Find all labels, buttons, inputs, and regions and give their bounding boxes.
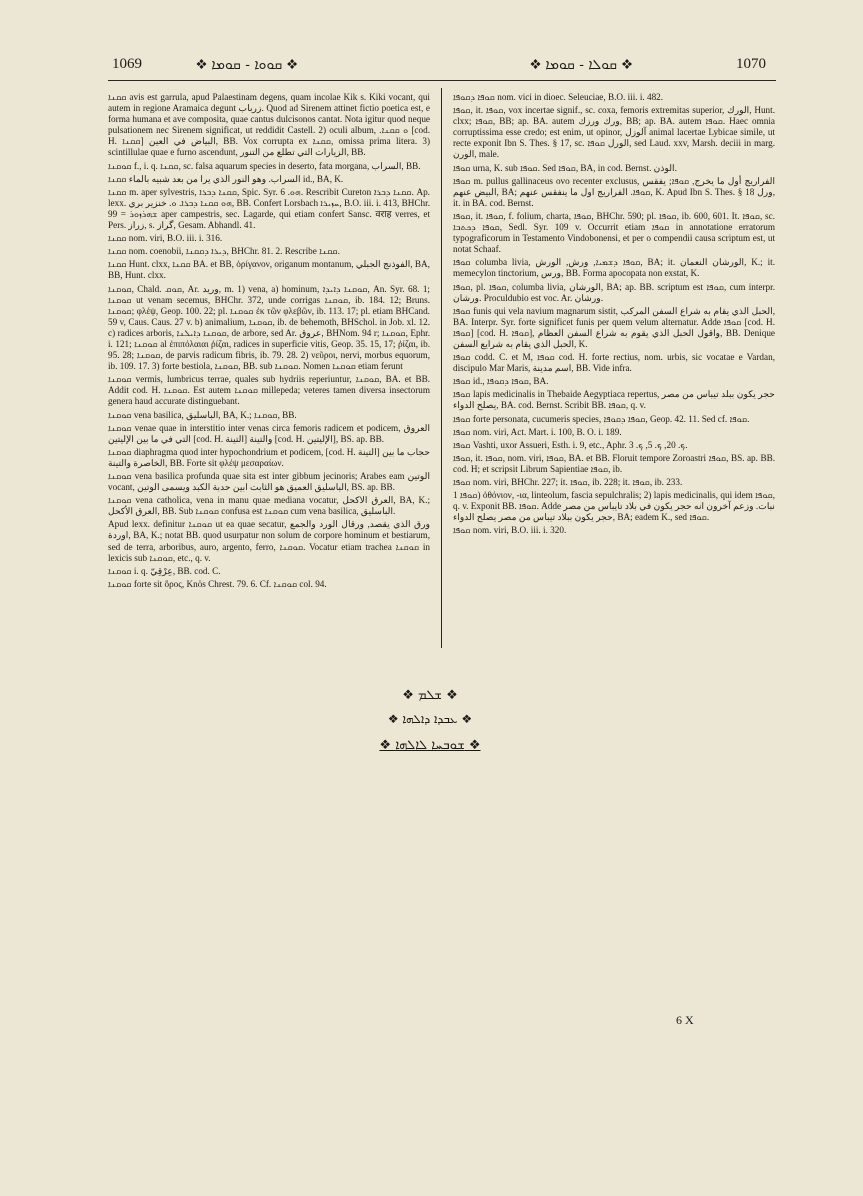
dictionary-entry: ܩܩܢܐ nom. viri, B.O. iii. i. 316.	[108, 233, 223, 244]
left-running-title: ❖ ܩܘܘܐ - ܩܘܡܐ ❖	[196, 57, 298, 73]
left-column	[108, 92, 430, 1032]
dictionary-entry: ܩܩܢܐ avis est garrula, apud Palaestinam degens, quam incolae Kik s. Kiki vocant, qui autem in regione Aramaica degunt زرباب. Quod ad Sirenem attinet fictio poetica est, e forma humana et ave composita, quae cantus dulcisonos cantat. Nota igitur quod neque pulsationem nec Sirenem significat, ut reddidit Castell. 2) oculi album, .ܘ ܩܩܢܐ [cod. H. ܩܩܢܐ] البياض في العين, BB. Vox corrupta ex ܩܩܢܐ, omissa prima litera. 3) scintillulae quae e furno ascendunt, الزيارات التي تطلع من التنور, BB.	[108, 92, 430, 158]
dictionary-entry: ܩܘܦܐ, pl. ܩܘܦܐ, columba livia, الورشان, BA; ap. BB. scriptum est ܩܘܦܐ, cum interpr. ورشان. Proculdubio est voc. Ar. ورشان.	[453, 281, 775, 303]
dictionary-entry: ܩܘܦܐ nom. viri, Act. Mart. i. 100, B. O. i. 189.	[453, 426, 622, 437]
dictionary-entry: ܩܘܦܐ id., ܩܘܦܐ ܕܩܘܦܐ, BA.	[453, 376, 549, 387]
dictionary-entry: ܩܘܦܐ forte personata, cucumeris species, ܩܘܦܐ ܕܩܘܦܐ, Geop. 42. 11. Sed cf. ܩܘܦܐ.	[453, 413, 750, 424]
dictionary-entry: ܩܘܦܐ nom. viri, BHChr. 227; it. ܩܘܦܐ, ib. 228; it. ܩܘܦܐ, ib. 233.	[453, 477, 683, 487]
dictionary-entry: ܩܘܩܢܐ vermis, lumbricus terrae, quales sub hydriis reperiuntur, ܩܘܩܢܐ, BA. et BB. Addit cod. H. ܩܘܩܢܐ. Est autem ܩܘܩܢܐ millepeda; veteres tamen diversa insectorum genera haud accurate distinguebant.	[108, 374, 430, 407]
dictionary-entry: ܩܘܦܐ Vashti, uxor Assueri, Esth. i. 9, etc., Aphr. ܟ. 20, ܟ. 5, ܟ. 3.	[453, 439, 688, 450]
dictionary-entry: ܩܘܦܐ m. pullus gallinaceus ovo recenter exclusus, الفراريج أول ما يخرج, ܩܘܦܐ; يفقس البيض عنهم, BA; ܩܘܦܐ. الفراريج اول ما ينفقس عنهم, K. Apud Ibn S. Thes. § 18 ورل, it. in BA. cod. Bernst.	[453, 175, 775, 208]
right-page-header	[430, 56, 863, 78]
dictionary-entry: ܩܘܩܢܐ vena basilica profunda quae sita est inter gibbum jecinoris; Arabes eam الوتين vocant, الباسليق العميق هو الثابت ابين حدبة الكبد ويسمى الوتين, BS. ap. BB.	[108, 471, 430, 493]
dictionary-entry: السراب. وهو النور الذي يرا من بعد شبيه بالماء ܩܩܢܐ id., BA, K.	[108, 173, 344, 184]
dictionary-entry: ܩܘܩܢܐ forte sit ὅρος, Knös Chrest. 79. 6. Cf. ܩܘܩܢܐ col. 94.	[108, 578, 327, 589]
right-column	[453, 92, 775, 657]
left-page-number: 1069	[112, 56, 142, 72]
right-page-number: 1070	[736, 56, 766, 72]
dictionary-entry: ܩܩܢܐ Hunt. clxx, ܩܩܢܐ BA. et BB, ὀρίγανον, origanum montanum, الفوذنج الجبلي, BA, BB, Hunt. clxx.	[108, 259, 430, 281]
dictionary-entry: ܩܘܦܐ 1) ὀθόνιον, -ια, linteolum, fascia sepulchralis; 2) lapis medicinalis, qui idem ܩܘܦܐ, q. v. Exponit BB. ܩܘܦܐ. Adde نبات. وزعم آخرون انه حجر يكون في بلاد تايباس من مصر حجر يكون ببلاد تيباس من مصر يصلح الدواء, BA; eadem K., sed ܩܘܦܐ.	[453, 490, 775, 523]
dictionary-entry: ܩܩܢܐ nom. coenobii, ܕܝܪܐ ܕܩܩܢܐ, BHChr. 81. 2. Rescribe ܩܩܢܐ.	[108, 246, 340, 257]
dictionary-entry: ܩܘܦܐ lapis medicinalis in Thebaide Aegyptiaca repertus, حجر يكون ببلد تيباس من مصر يصلح الدواء, BA. cod. Bernst. Scribit BB. ܩܘܦܐ, q. v.	[453, 389, 775, 411]
dictionary-entry: ܩܘܦܐ funis qui vela navium magnarum sistit, الحبل الذي يقام به شراع السفن المركب, BA. Interpr. Syr. forte significet funis per quem velum alternatur. Adde ܩܘܦܐ [cod. H. ܩܘܦܐ] [cod. H. ܩܘܦܐ], واقول الحبل الذي يقوم به شراع السفن العظام, BB. Denique الحبل الذي يقام به شرايع السفن, K.	[453, 305, 775, 349]
dictionary-entry: ܩܘܦܐ columba livia, ܩܘܦܐ ܕܫܡܝܐ, ورش, الورش, BA; it. الورشان النعمان, K.; it. memecylon tinctorium, ورس, BB. Forma apocopata non exstat, K.	[453, 257, 775, 279]
printer-signature: 6 X	[676, 1013, 694, 1027]
dictionary-entry: ܩܘܩܢܐ f., i. q. ܩܩܢܐ, sc. falsa aquarum species in deserto, fata morgana, السراب, BB.	[108, 160, 421, 171]
dictionary-entry: ܩܘܩܢܐ venae quae in interstitio inter venas circa femoris radicem et podicem, العروق التي في ما بين الإليتين [cod. H. التينة] والتينة [cod. H. الإليتين], BS. ap. BB.	[108, 422, 430, 444]
column-divider	[441, 88, 442, 648]
dictionary-entry: ܩܘܦܐ ܕܩܘܦܐ nom. vici in dioec. Seleuciae, B.O. iii. i. 482.	[453, 92, 664, 102]
dictionary-entry: ܩܘܦܐ nom. viri, B.O. iii. i. 320.	[453, 525, 567, 536]
dictionary-entry: ܩܘܦܐ, it. ܩܘܦܐ, f. folium, charta, ܩܘܦܐ, BHChr. 590; pl. ܩܘܦܐ, ib. 600, 601. It. ܩܘܦܐ, sc. ܩܘܦܐ ܕܟܬܒܐ, Sedl. Syr. 109 v. Occurrit etiam ܩܘܦܐ in annotatione erratorum typograficorum in Testamento Vindobonensi, et per o compendii causa scriptum est, ut notat Schaaf.	[453, 210, 775, 255]
dictionary-entry: ܩܘܦܐ, it. ܩܘܦܐ, nom. viri, ܩܘܦܐ, BA. et BB. Floruit tempore Zoroastri ܩܘܦܐ, BS. ap. BB. cod. H; et scripsit Librum Sapientiae ܩܘܦܐ, ib.	[453, 452, 775, 474]
dictionary-entry: ܩܘܦܐ, it. ܩܘܦܐ, vox incertae signif., sc. coxa, femoris extremitas superior, الورك, Hunt. clxx; ܩܘܦܐ, BB; ap. BA. autem ورك ورزك, BB; ap. BA. autem ܩܘܦܐ. Haec omnia corruptissima esse credo; est enim, ut opinor, آلوزل animal lacertae Lybicae simile, ut recte exponit Ibn S. Thes. § 17, sc. الورل ܩܘܦܐ, sed Laud. xxv, Marsh. deciii in marg. الورن, male.	[453, 105, 775, 160]
right-running-title: ❖ ܩܘܠܐ - ܩܘܡܐ ❖	[530, 57, 633, 73]
dictionary-entry: ܩܘܩܢܐ vena basilica, الباسليق, BA, K.; ܩܘܩܢܐ, BB.	[108, 409, 297, 420]
left-page-header	[0, 56, 430, 78]
dictionary-entry: ܩܘܦܐ urna, K. sub ܩܘܦܐ. Sed ܩܘܦܐ, BA, in cod. Bernst. الوذن.	[453, 162, 677, 173]
dictionary-entry: ܩܩܢܐ m. aper sylvestris, ܩܩܢܐ ܕܒܪܐ, Spic. Syr. ܗܘ. 6. Rescribit Cureton ܩܩܢܐ ܕܒܪܐ. Ap. lexx. ܗܘ ܩܩܢܐ ܕܒܪܐ. ܘ. خنزير بري, BB. Confert Lorsbach ܚܙܝܪܐ, B.O. iii. i. 413, BHChr. 99 = ܫܗܪܙܘܪ aper campestris, sec. Lagarde, qui etiam confert Sansc. वराह verres, et Pers. زراز, s. گراز, Gesam. Abhandl. 41.	[108, 186, 430, 231]
dictionary-entry: ܩܘܩܢܐ vena catholica, vena in manu quae mediana vocatur, العرق الاكحل, BA, K.; العرق الأكحل, BB. Sub ܩܘܩܢܐ confusa est ܩܘܩܢܐ cum vena basilica, الباسليق.	[108, 495, 430, 517]
dictionary-entry: ܩܘܩܢܐ i. q. عِرْقِيّ, BB. cod. C.	[108, 565, 221, 576]
colophon-line-3: ❖ ܫܘܒܚܐ ܠܐܠܗܐ ❖	[379, 738, 481, 753]
header-rule	[108, 80, 776, 81]
dictionary-entry: Apud lexx. definitur ܩܘܩܢܐ ut ea quae secatur, ورق الذي يقصد, ورقال الورد والجمع اوردة, BA, K.; notat BB. quod usurpatur non solum de corpore hominum et bestiarum, sed de terra, arboribus, auro, argento, ferro, ܩܘܩܢܐ. Vocatur etiam trachea ܩܘܩܢܐ in lexicis sub ܩܘܩܢܐ, etc., q. v.	[108, 519, 430, 563]
dictionary-entry: ܩܘܩܢܐ, Chald. ܩܘܩ, Ar. ورید, m. 1) vena, a) hominum, ܩܘܩܢܐ ܕܐܝܕܐ, An. Syr. 68. 1; ܩܘܩܢܐ ut venam secemus, BHChr. 372, unde corrigas ܩܘܩܢܐ, ib. 184. 12; Bruns. ܩܘܩܢܐ; φλέψ, Geop. 100. 22; pl. ܩܘܩܢܐ ἐκ τῶν φλεβῶν, ib. 113. 17; pl. etiam BHCand. 59 v, Caus. Caus. 27 v. b) animalium, ܩܘܩܢܐ, ib. de behemoth, BHSchol. in Job. xl. 12. c) radices arboris, ܩܘܩܢܐ ܕܐܝܠܢܐ, de arbore, sed Ar. عروق, BHNom. 94 r; ܩܘܩܢܐ, Ephr. i. 121; ܩܘܩܢܐ al ἐπιπόλαιαι ῥίζαι, radices in superficie vitis, Geop. 35. 15, 17; ῥίζαι, ib. 95. 28; ܩܘܩܢܐ, de parvis radicum fibris, ib. 79. 28. 2) νεῦροι, nervi, morbus equorum, ib. 109. 17. 3) forte bestiola, ܩܘܩܢܐ, BB. sub ܩܘܩܢܐ. Nomen ܩܘܩܢܐ etiam ferunt	[108, 283, 430, 372]
colophon-line-1: ❖ ܫܠܡ ❖	[402, 688, 458, 703]
colophon-line-2: ❖ ܥܒܕܐ ܕܐܠܗܐ ❖	[387, 712, 473, 726]
dictionary-entry: ܩܘܦܐ codd. C. et M, ܩܘܦܐ cod. H. forte rectius, nom. urbis, sic vocatae e Vardan, discipulo Mar Maris, اسم مدينة, BB. Vide infra.	[453, 352, 775, 374]
dictionary-entry: ܩܘܩܢܐ diaphragma quod inter hypochondrium et podicem, [cod. H. التينة] حجاب ما بين الخاصرة والتينة, BB. Forte sit φλέψ μεσαραίων.	[108, 446, 430, 468]
